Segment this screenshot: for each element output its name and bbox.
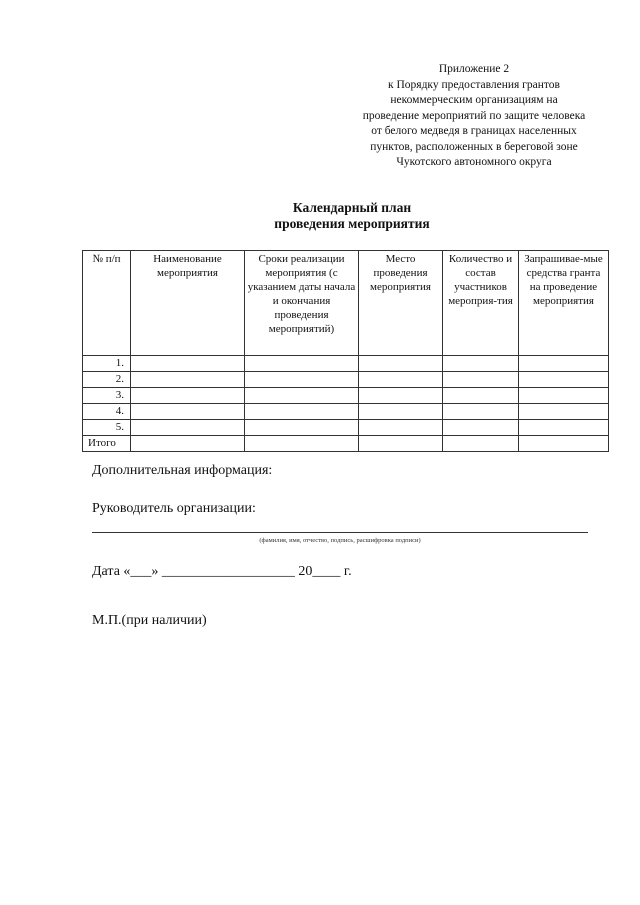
table-total-row xyxy=(83,436,609,452)
table-cell[interactable] xyxy=(245,436,359,452)
table-row xyxy=(83,372,609,388)
table-cell[interactable] xyxy=(519,388,609,404)
stamp-label: М.П.(при наличии) xyxy=(92,613,207,628)
table-cell[interactable] xyxy=(131,356,245,372)
column-header-dates: Сроки реализации мероприятия (с указанием даты начала и окончания проведения мероприятий) xyxy=(245,251,359,356)
total-label: Итого xyxy=(83,436,131,452)
table-cell[interactable] xyxy=(519,372,609,388)
additional-info-label: Дополнительная информация: xyxy=(92,463,273,478)
appendix-line: пунктов, расположенных в береговой зоне xyxy=(370,140,578,153)
table-header-row xyxy=(83,251,609,356)
appendix-line: проведение мероприятий по защите человека xyxy=(362,109,586,122)
appendix-line: Приложение 2 xyxy=(438,63,510,75)
row-number: 3. xyxy=(83,388,131,404)
head-of-organization-label: Руководитель организации: xyxy=(92,501,256,516)
table-cell[interactable] xyxy=(131,404,245,420)
table-cell[interactable] xyxy=(443,404,519,420)
table-cell[interactable] xyxy=(443,420,519,436)
column-header-name: Наименование мероприятия xyxy=(131,251,245,356)
table-cell[interactable] xyxy=(131,388,245,404)
table-cell[interactable] xyxy=(245,404,359,420)
table-cell[interactable] xyxy=(519,356,609,372)
table-row xyxy=(83,404,609,420)
appendix-line: Чукотского автономного округа xyxy=(396,156,552,168)
column-header-place: Место проведения мероприятия xyxy=(359,251,443,356)
title-line-2: проведения мероприятия xyxy=(274,216,430,231)
calendar-plan-table xyxy=(82,250,609,452)
table-cell[interactable] xyxy=(359,356,443,372)
signature-line[interactable] xyxy=(92,532,588,533)
row-number: 4. xyxy=(83,404,131,420)
table-cell[interactable] xyxy=(245,420,359,436)
table-cell[interactable] xyxy=(359,404,443,420)
signature-hint: (фамилия, имя, отчество, подпись, расшифровка подписи) xyxy=(259,537,421,544)
table-cell[interactable] xyxy=(245,356,359,372)
table-row xyxy=(83,356,609,372)
table-cell[interactable] xyxy=(131,372,245,388)
appendix-block xyxy=(348,62,600,171)
table-cell[interactable] xyxy=(131,436,245,452)
appendix-line: некоммерческим организациям на xyxy=(390,94,558,106)
table-row xyxy=(83,388,609,404)
table-cell[interactable] xyxy=(519,420,609,436)
column-header-participants: Количество и состав участников мероприя-тия xyxy=(443,251,519,356)
table-cell[interactable] xyxy=(443,388,519,404)
column-header-funds: Запрашивае-мые средства гранта на проведение мероприятия xyxy=(519,251,609,356)
row-number: 1. xyxy=(83,356,131,372)
appendix-line: от белого медведя в границах населенных xyxy=(371,125,577,137)
table-row xyxy=(83,420,609,436)
table-cell[interactable] xyxy=(443,372,519,388)
table-cell[interactable] xyxy=(131,420,245,436)
row-number: 2. xyxy=(83,372,131,388)
table-cell[interactable] xyxy=(359,436,443,452)
table-cell[interactable] xyxy=(359,420,443,436)
table-cell[interactable] xyxy=(359,372,443,388)
document-title xyxy=(0,200,640,232)
title-line-1: Календарный план xyxy=(292,200,412,215)
date-line: Дата «___» ___________________ 20____ г. xyxy=(92,564,352,579)
column-header-number: № п/п xyxy=(83,251,131,356)
table-cell[interactable] xyxy=(245,388,359,404)
row-number: 5. xyxy=(83,420,131,436)
table-cell[interactable] xyxy=(519,436,609,452)
table-cell[interactable] xyxy=(245,372,359,388)
table-cell[interactable] xyxy=(519,404,609,420)
appendix-line: к Порядку предоставления грантов xyxy=(388,78,560,91)
table-cell[interactable] xyxy=(443,436,519,452)
table-cell[interactable] xyxy=(359,388,443,404)
table-cell[interactable] xyxy=(443,356,519,372)
